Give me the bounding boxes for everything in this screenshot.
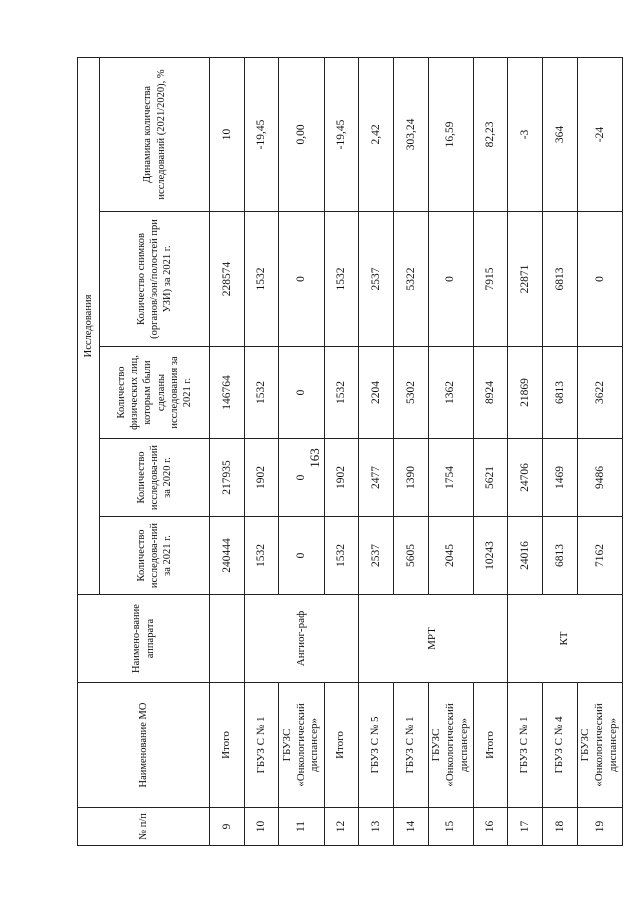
cell-persons-2021: 5302 [393,347,428,439]
cell-num: 16 [473,808,508,846]
page-number: 163 [307,448,322,468]
table-body [210,57,623,845]
cell-persons-2021: 1532 [244,347,279,439]
cell-mo-name: Итого [473,683,508,808]
cell-studies-2021: 7162 [577,517,622,595]
cell-studies-2020: 0 [279,439,324,517]
header-row-1 [78,57,100,845]
cell-mo-name: ГБУЗС «Онкологический диспансер» [279,683,324,808]
header-studies-2020: Количество исследова-ний за 2020 г. [100,439,210,517]
cell-studies-2021: 2537 [359,517,394,595]
cell-studies-2020: 217935 [210,439,245,517]
cell-num: 15 [428,808,473,846]
table-row [324,57,359,845]
cell-persons-2021: 8924 [473,347,508,439]
cell-mo-name: ГБУЗС «Онкологический диспансер» [577,683,622,808]
cell-studies-2020: 5621 [473,439,508,517]
cell-apparatus [210,595,245,683]
header-group: Исследования [78,57,100,594]
cell-num: 17 [508,808,543,846]
cell-dynamics: 16,59 [428,57,473,211]
cell-images-2021: 1532 [324,212,359,347]
header-apparatus: Наимено-вание аппарата [78,595,210,683]
cell-studies-2021: 5605 [393,517,428,595]
cell-studies-2021: 2045 [428,517,473,595]
cell-studies-2021: 6813 [543,517,578,595]
cell-apparatus: МРТ [359,595,508,683]
cell-dynamics: -24 [577,57,622,211]
cell-images-2021: 0 [428,212,473,347]
cell-dynamics: 303,24 [393,57,428,211]
table-row [393,57,428,845]
cell-dynamics: 82,23 [473,57,508,211]
table-row [359,57,394,845]
table-row [244,57,279,845]
cell-images-2021: 0 [577,212,622,347]
cell-studies-2021: 24016 [508,517,543,595]
table-header [78,57,210,845]
table-row [210,57,245,845]
cell-mo-name: ГБУЗ С № 4 [543,683,578,808]
cell-mo-name: ГБУЗ С № 1 [244,683,279,808]
cell-studies-2020: 1390 [393,439,428,517]
cell-persons-2021: 21869 [508,347,543,439]
cell-images-2021: 228574 [210,212,245,347]
cell-dynamics: -3 [508,57,543,211]
cell-num: 19 [577,808,622,846]
cell-studies-2021: 240444 [210,517,245,595]
table-row [508,57,543,845]
cell-persons-2021: 6813 [543,347,578,439]
cell-dynamics: -19,45 [244,57,279,211]
table-row [279,57,324,845]
cell-studies-2020: 1754 [428,439,473,517]
cell-dynamics: 0,00 [279,57,324,211]
table-row [473,57,508,845]
cell-mo-name: ГБУЗ С № 1 [508,683,543,808]
header-persons-2021: Количество физических лиц, которым были сделаны исследования за 2021 г. [100,347,210,439]
header-mo: Наименование МО [78,683,210,808]
cell-persons-2021: 1362 [428,347,473,439]
statistics-table-wrapper [77,58,623,846]
cell-dynamics: 10 [210,57,245,211]
cell-apparatus: КТ [508,595,623,683]
cell-studies-2020: 2477 [359,439,394,517]
cell-images-2021: 2537 [359,212,394,347]
cell-images-2021: 22871 [508,212,543,347]
cell-studies-2020: 1902 [324,439,359,517]
cell-dynamics: 364 [543,57,578,211]
imaging-statistics-table [77,57,623,846]
cell-mo-name: ГБУЗ С № 5 [359,683,394,808]
cell-studies-2021: 1532 [244,517,279,595]
cell-persons-2021: 3622 [577,347,622,439]
cell-mo-name: Итого [210,683,245,808]
header-images-2021: Количество снимков (органов/зон/полостей при УЗИ) за 2021 г. [100,212,210,347]
cell-persons-2021: 1532 [324,347,359,439]
header-studies-2021: Количество исследова-ний за 2021 г. [100,517,210,595]
header-num: № п/п [78,808,210,846]
cell-persons-2021: 0 [279,347,324,439]
cell-images-2021: 0 [279,212,324,347]
cell-num: 12 [324,808,359,846]
table-row [577,57,622,845]
cell-mo-name: Итого [324,683,359,808]
cell-num: 10 [244,808,279,846]
table-row [543,57,578,845]
cell-images-2021: 6813 [543,212,578,347]
cell-num: 13 [359,808,394,846]
cell-studies-2021: 10243 [473,517,508,595]
cell-studies-2021: 0 [279,517,324,595]
cell-images-2021: 7915 [473,212,508,347]
table-row [428,57,473,845]
cell-num: 14 [393,808,428,846]
cell-num: 9 [210,808,245,846]
cell-apparatus: Ангиог-раф [244,595,359,683]
cell-images-2021: 5322 [393,212,428,347]
cell-dynamics: -19,45 [324,57,359,211]
cell-dynamics: 2,42 [359,57,394,211]
header-dynamics: Динамика количества исследований (2021/2020), % [100,57,210,211]
cell-studies-2020: 1902 [244,439,279,517]
cell-studies-2020: 9486 [577,439,622,517]
cell-studies-2020: 1469 [543,439,578,517]
cell-images-2021: 1532 [244,212,279,347]
cell-mo-name: ГБУЗС «Онкологический диспансер» [428,683,473,808]
cell-num: 18 [543,808,578,846]
cell-studies-2021: 1532 [324,517,359,595]
cell-mo-name: ГБУЗ С № 1 [393,683,428,808]
cell-persons-2021: 2204 [359,347,394,439]
cell-num: 11 [279,808,324,846]
cell-studies-2020: 24706 [508,439,543,517]
cell-persons-2021: 146764 [210,347,245,439]
